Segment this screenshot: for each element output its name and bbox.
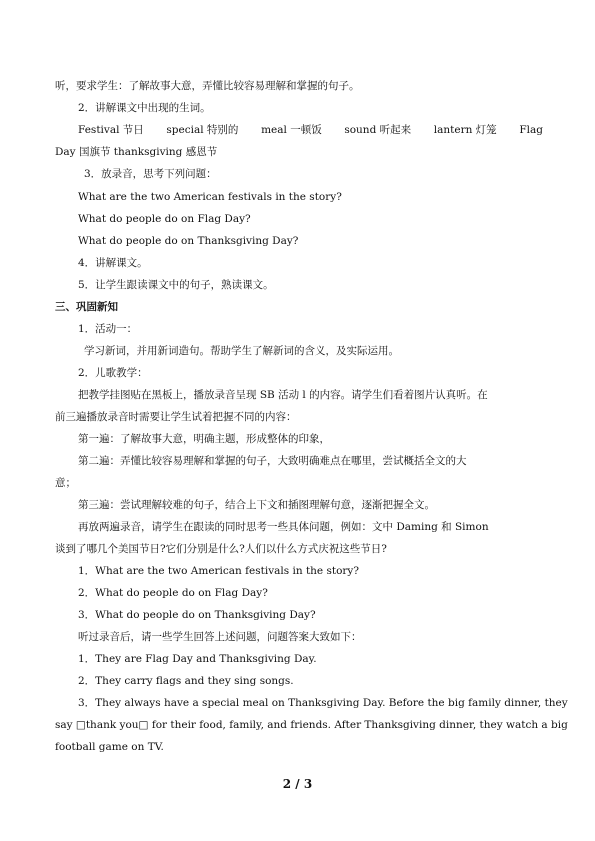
paragraph-line: 2．讲解课文中出现的生词。 — [78, 102, 211, 114]
paragraph-line: 听，要求学生：了解故事大意，弄懂比较容易理解和掌握的句子。 — [55, 80, 360, 92]
vocab-item: Flag — [519, 124, 543, 136]
answer-line: say □thank you□ for their food, family, and friends. After Thanksgiving dinner, they watch a big — [55, 719, 568, 731]
answer-line: football game on TV. — [55, 741, 164, 753]
paragraph-line: Day 国旗节 thanksgiving 感恩节 — [55, 146, 218, 158]
answer-line: 1．They are Flag Day and Thanksgiving Day. — [78, 653, 317, 665]
paragraph-line: 前三遍播放录音时需要让学生试着把握不同的内容： — [55, 411, 297, 423]
question-line: What are the two American festivals in the story? — [78, 191, 342, 203]
question-line: What do people do on Flag Day? — [78, 213, 251, 225]
vocab-item: meal 一顿饭 — [261, 124, 322, 136]
question-line: 2．What do people do on Flag Day? — [78, 587, 268, 599]
answer-line: 2．They carry flags and they sing songs. — [78, 675, 294, 687]
paragraph-line: 4．讲解课文。 — [78, 257, 148, 269]
vocab-item: special 特别的 — [166, 124, 239, 136]
answer-line: 3．They always have a special meal on Thanksgiving Day. Before the big family dinner, they — [78, 697, 568, 709]
paragraph-line: 把教学挂图贴在黑板上，播放录音呈现 SB 活动 l 的内容。请学生们看着图片认真听。在 — [78, 389, 488, 401]
question-line: What do people do on Thanksgiving Day? — [78, 235, 299, 247]
question-line: 1．What are the two American festivals in the story? — [78, 565, 359, 577]
paragraph-line: 学习新词，并用新词造句。帮助学生了解新词的含义，及实际运用。 — [84, 345, 399, 357]
paragraph-line: 第三遍：尝试理解较难的句子，结合上下文和插图理解句意，逐渐把握全文。 — [78, 499, 435, 511]
paragraph-line: 5．让学生跟读课文中的句子，熟读课文。 — [78, 279, 274, 291]
vocab-item: lantern 灯笼 — [433, 124, 497, 136]
paragraph-line: 第一遍：了解故事大意，明确主题，形成整体的印象， — [78, 433, 330, 445]
vocab-item: sound 听起来 — [344, 124, 412, 136]
paragraph-line: 听过录音后，请一些学生回答上述问题，问题答案大致如下： — [78, 631, 362, 643]
paragraph-line: 意； — [55, 477, 76, 489]
question-line: 3．What do people do on Thanksgiving Day? — [78, 609, 316, 621]
paragraph-line: 谈到了哪几个美国节日?它们分别是什么?人们以什么方式庆祝这些节日? — [55, 543, 387, 555]
paragraph-line: 2．儿歌教学： — [78, 367, 148, 379]
paragraph-line: 再放两遍录音，请学生在跟读的同时思考一些具体问题，例如：文中 Daming 和 Simon — [78, 521, 489, 533]
section-heading: 三、巩固新知 — [55, 301, 118, 313]
vocab-item: Festival 节日 — [78, 124, 144, 136]
paragraph-line: 第二遍：弄懂比较容易理解和掌握的句子，大致明确难点在哪里，尝试概括全文的大 — [78, 455, 467, 467]
paragraph-line: 1．活动一： — [78, 323, 138, 335]
paragraph-line: 3．放录音，思考下列问题： — [84, 168, 217, 180]
page-number: 2 / 3 — [282, 777, 313, 791]
vocabulary-list — [78, 123, 543, 137]
